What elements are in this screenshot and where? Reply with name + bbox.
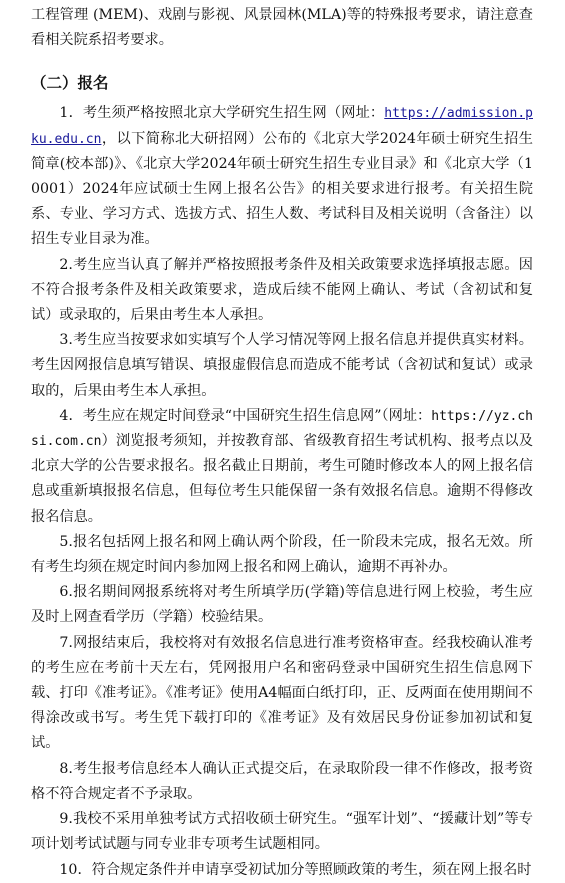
paragraph-2: 2.考生应当认真了解并严格按照报考条件及相关政策要求选择填报志愿。因不符合报考条件及相关政策要求，造成后续不能网上确认、考试（含初试和复试）或录取的，后果由考生本人承担。: [31, 256, 533, 324]
paragraph-6: 6.报名期间网报系统将对考生所填学历(学籍)等信息进行网上校验，考生应及时上网查看学历（学籍）校验结果。: [31, 584, 533, 626]
admission-link[interactable]: https://admission.pku.edu.cn: [31, 106, 533, 147]
paragraph-4: [31, 404, 533, 530]
paragraph-4-lead: 4．考生应在规定时间登录“中国研究生招生信息网”（网址：: [59, 407, 432, 424]
paragraph-1-lead: 1．考生须严格按照北京大学研究生招生网（网址：: [59, 105, 385, 122]
section-heading: （二）报名: [31, 74, 109, 93]
paragraph-9: 9.我校不采用单独考试方式招收硕士研究生。“强军计划”、“援藏计划”等专项计划考试试题与同专业非专项考生试题相同。: [31, 811, 533, 853]
paragraph-5: 5.报名包括网上报名和网上确认两个阶段，任一阶段未完成，报名无效。所有考生均须在规定时间内参加网上报名和网上确认，逾期不再补办。: [31, 533, 533, 576]
paragraph-7: 7.网报结束后，我校将对有效报名信息进行准考资格审查。经我校确认准考的考生应在考前十天左右，凭网报用户名和密码登录中国研究生招生信息网下载、打印《准考证》。《准考证》使用A4幅面白纸打印，正、反两面在使用期间不得涂改或书写。考生凭下载打印的《准考证》及有效居民身份证参加初试和复试。: [31, 634, 533, 752]
paragraph-1-rest: ，以下简称北大研招网）公布的《北京大学2024年硕士研究生招生简章(校本部)》、《北京大学2024年硕士研究生招生专业目录》和《北京大学（10001）2024年应试硕士生网上报名公告》的相关要求进行报考。有关招生院系、专业、学习方式、选拔方式、招生人数、考试科目及相关说明（含备注）以招生专业目录为准。: [31, 130, 533, 248]
paragraph-4-rest: ）浏览报考须知，并按教育部、省级教育招生考试机构、报考点以及北京大学的公告要求报名。报名截止日期前，考生可随时修改本人的网上报名信息或重新填报报名信息，但每位考生只能保留一条有效报名信息。逾期不得修改报名信息。: [31, 433, 533, 525]
paragraph-1: [31, 101, 533, 252]
chsi-url: https://yz.chsi.com.cn: [31, 408, 533, 450]
intro-paragraph: 工程管理 (MEM)、戏剧与影视、风景园林(MLA)等的特殊报考要求，请注意查看相关院系招考要求。: [31, 7, 533, 49]
paragraph-3: 3.考生应当按要求如实填写个人学习情况等网上报名信息并提供真实材料。考生因网报信息填写错误、填报虚假信息而造成不能考试（含初试和复试）或录取的，后果由考生本人承担。: [31, 332, 533, 399]
paragraph-10: 10．符合规定条件并申请享受初试加分等照顾政策的考生，须在网上报名时: [59, 861, 532, 878]
paragraph-8: 8.考生报考信息经本人确认正式提交后，在录取阶段一律不作修改，报考资格不符合规定者不予录取。: [31, 760, 533, 802]
